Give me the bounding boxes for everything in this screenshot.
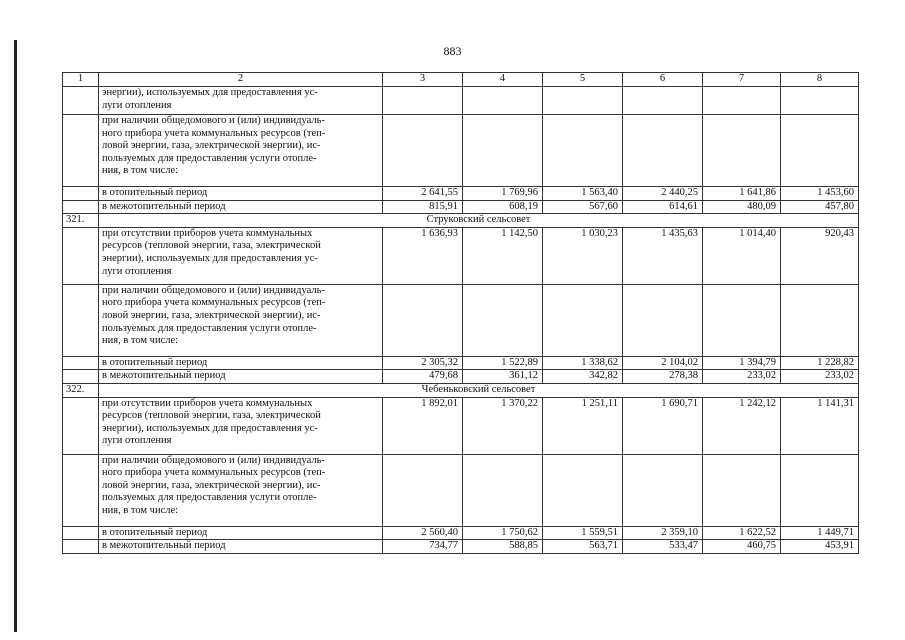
value-cell: 2 560,40: [383, 526, 463, 540]
column-number: 8: [781, 73, 859, 87]
value-cell: 1 251,11: [543, 397, 623, 454]
value-cell: 1 014,40: [703, 227, 781, 284]
value-cell: 1 622,52: [703, 526, 781, 540]
value-cell: 1 435,63: [623, 227, 703, 284]
non-heating-period-row: [63, 540, 859, 554]
value-cell: 1 522,89: [463, 356, 543, 370]
value-cell: 1 370,22: [463, 397, 543, 454]
row-description: при отсутствии приборов учета коммунальных ресурсов (тепловой энергии, газа, электрической энергии), используемых для предоставления ус- луги отопления: [99, 227, 383, 284]
column-number: 7: [703, 73, 781, 87]
column-number: 2: [99, 73, 383, 87]
without-meters-row: [63, 397, 859, 454]
with-meters-row: [63, 115, 859, 187]
row-label: в отопительный период: [99, 356, 383, 370]
without-meters-row: [63, 227, 859, 284]
column-number-row: [63, 73, 859, 87]
column-number: 3: [383, 73, 463, 87]
value-cell: 1 559,51: [543, 526, 623, 540]
value-cell: 563,71: [543, 540, 623, 554]
section-title: Чебеньковский сельсовет: [99, 383, 859, 397]
non-heating-period-row: [63, 200, 859, 214]
value-cell: 361,12: [463, 370, 543, 384]
value-cell: 533,47: [623, 540, 703, 554]
value-cell: 1 750,62: [463, 526, 543, 540]
value-cell: 1 030,23: [543, 227, 623, 284]
tariff-table: [62, 72, 859, 554]
heating-period-row: [63, 187, 859, 201]
heating-period-row: [63, 356, 859, 370]
value-cell: 479,68: [383, 370, 463, 384]
value-cell: 1 641,86: [703, 187, 781, 201]
column-number: 5: [543, 73, 623, 87]
row-description: при отсутствии приборов учета коммунальных ресурсов (тепловой энергии, газа, электрической энергии), используемых для предоставления ус- луги отопления: [99, 397, 383, 454]
value-cell: 2 641,55: [383, 187, 463, 201]
value-cell: 2 440,25: [623, 187, 703, 201]
value-cell: 1 453,60: [781, 187, 859, 201]
value-cell: 1 449,71: [781, 526, 859, 540]
value-cell: 734,77: [383, 540, 463, 554]
row-label: в отопительный период: [99, 526, 383, 540]
value-cell: 1 769,96: [463, 187, 543, 201]
section-number: 321.: [63, 214, 99, 228]
with-meters-row: [63, 284, 859, 356]
value-cell: 2 104,02: [623, 356, 703, 370]
section-number: 322.: [63, 383, 99, 397]
value-cell: 453,91: [781, 540, 859, 554]
value-cell: 614,61: [623, 200, 703, 214]
value-cell: 457,80: [781, 200, 859, 214]
value-cell: 1 892,01: [383, 397, 463, 454]
column-number: 4: [463, 73, 543, 87]
column-number: 6: [623, 73, 703, 87]
value-cell: 815,91: [383, 200, 463, 214]
section-title: Струковский сельсовет: [99, 214, 859, 228]
value-cell: 608,19: [463, 200, 543, 214]
value-cell: 460,75: [703, 540, 781, 554]
row-description: при наличии общедомового и (или) индивидуаль- ного прибора учета коммунальных ресурсов (теп- ловой энергии, газа, электрической энергии), ис- пользуемых для предоставления услуги отопле- ния, в том числе:: [99, 115, 383, 187]
value-cell: 233,02: [703, 370, 781, 384]
value-cell: 233,02: [781, 370, 859, 384]
value-cell: 1 141,31: [781, 397, 859, 454]
row-description: при наличии общедомового и (или) индивидуаль- ного прибора учета коммунальных ресурсов (теп- ловой энергии, газа, электрической энергии), ис- пользуемых для предоставления услуги отопле- ния, в том числе:: [99, 454, 383, 526]
with-meters-row: [63, 454, 859, 526]
non-heating-period-row: [63, 370, 859, 384]
row-label: в межотопительный период: [99, 200, 383, 214]
row-label: в межотопительный период: [99, 540, 383, 554]
value-cell: 1 338,62: [543, 356, 623, 370]
value-cell: 1 142,50: [463, 227, 543, 284]
value-cell: 278,38: [623, 370, 703, 384]
row-label: в межотопительный период: [99, 370, 383, 384]
value-cell: 1 242,12: [703, 397, 781, 454]
page-number: 883: [443, 44, 462, 58]
value-cell: 1 636,93: [383, 227, 463, 284]
row-description: при наличии общедомового и (или) индивидуаль- ного прибора учета коммунальных ресурсов (теп- ловой энергии, газа, электрической энергии), ис- пользуемых для предоставления услуги отопле- ния, в том числе:: [99, 284, 383, 356]
section-header-row: [63, 383, 859, 397]
value-cell: 920,43: [781, 227, 859, 284]
row-description: энергии), используемых для предоставления ус- луги отопления: [99, 87, 383, 115]
value-cell: 588,85: [463, 540, 543, 554]
scan-edge-line: [14, 40, 17, 632]
heating-period-row: [63, 526, 859, 540]
value-cell: 1 228,82: [781, 356, 859, 370]
row-label: в отопительный период: [99, 187, 383, 201]
value-cell: 1 394,79: [703, 356, 781, 370]
section-header-row: [63, 214, 859, 228]
value-cell: 1 563,40: [543, 187, 623, 201]
value-cell: 2 359,10: [623, 526, 703, 540]
column-number: 1: [63, 73, 99, 87]
value-cell: 2 305,32: [383, 356, 463, 370]
value-cell: 1 690,71: [623, 397, 703, 454]
value-cell: 342,82: [543, 370, 623, 384]
continued-row: [63, 87, 859, 115]
value-cell: 480,09: [703, 200, 781, 214]
value-cell: 567,60: [543, 200, 623, 214]
